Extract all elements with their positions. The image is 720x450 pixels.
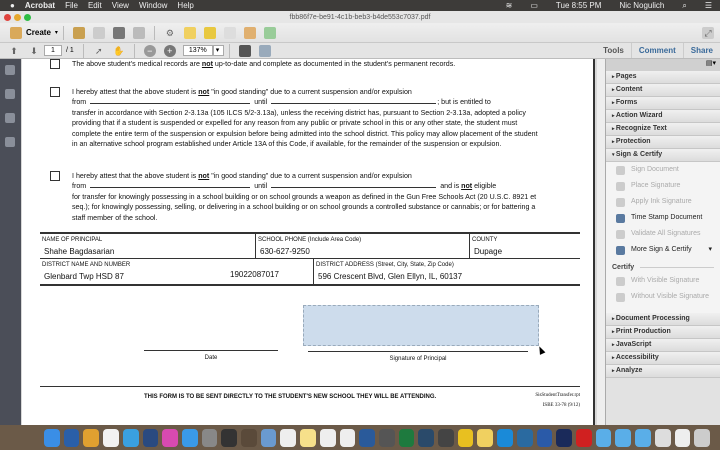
tool-more-sign-certify[interactable] (606, 242, 720, 258)
dock-icon-10[interactable] (221, 429, 237, 447)
tool-place-signature[interactable] (606, 178, 720, 194)
zoom-button[interactable] (24, 14, 31, 21)
window-title: fbb86f7e-be91-4c1b-beb3-b4de553c7037.pdf (289, 13, 431, 21)
menu-view[interactable]: View (111, 1, 129, 10)
without-visible-signature-icon (616, 293, 625, 302)
dock-icon-34[interactable] (694, 429, 710, 447)
dock-icon-15[interactable] (320, 429, 336, 447)
dock-icon-16[interactable] (340, 429, 356, 447)
pdf-page (22, 59, 595, 425)
dock-icon-26[interactable] (537, 429, 553, 447)
menu-window[interactable]: Window (138, 1, 168, 10)
checkbox[interactable] (50, 59, 60, 69)
dock-icon-29[interactable] (596, 429, 612, 447)
time-stamp-document-label: Time Stamp Document (631, 214, 703, 221)
dock-icon-9[interactable] (202, 429, 218, 447)
from-date-field[interactable] (90, 103, 250, 104)
county-field[interactable]: Dupage (474, 247, 503, 257)
section-javascript[interactable]: ▸ JavaScript (606, 339, 720, 352)
section-action-wizard[interactable]: ▸ Action Wizard (606, 110, 720, 123)
suspension-not-eligible-item: I hereby attest that the above student is not "in good standing" due to a current suspension and/or expulsion from until and is not eligible for transfer for knowingly possessing in a school building or on school grounds a weapon as defined in the Gun Free Schools Act (20 U.S.C. 8921 et seq.); for knowingly possessing, selling, or delivering in a school building or on school grounds a controlled substance or cannabis; or for battering a staff member of the school. (72, 171, 542, 223)
document-area (21, 59, 605, 425)
dock-icon-20[interactable] (418, 429, 434, 447)
search-icon[interactable]: ⌕ (682, 0, 687, 10)
section-pages[interactable]: ▸ Pages (606, 71, 720, 84)
vertical-scrollbar[interactable] (597, 59, 605, 425)
dock-icon-1[interactable] (44, 429, 60, 447)
tools-panel (605, 59, 720, 425)
time-stamp-document-icon (616, 214, 625, 223)
menu-edit[interactable]: Edit (87, 1, 102, 10)
navigation-pane (0, 59, 21, 425)
previous-page-icon[interactable]: ⬆ (10, 45, 18, 56)
principal-info-table: NAME OF PRINCIPAL Shahe Bagdasarian SCHOOL PHONE (Include Area Code) 630-627-9250 COUNTY Dupage DISTRICT NAME AND NUMBER Glenbard Twp HSD 87 19022087017 DISTRICT ADDRESS (Street, City, State, Zip Code) 596 Crescent Blvd, Glen Ellyn, IL, 60137 (40, 232, 580, 286)
with-visible-signature-icon (616, 277, 625, 286)
validate-all-signatures-label: Validate All Signatures (631, 230, 701, 237)
create-button[interactable]: Create (26, 28, 51, 37)
tab-share[interactable]: Share (683, 43, 720, 58)
fit-width-icon[interactable] (259, 45, 271, 57)
more-sign-certify-icon (616, 246, 625, 255)
pages-icon[interactable] (5, 65, 15, 75)
checkbox[interactable] (50, 171, 60, 181)
zoom-in-icon[interactable]: + (164, 45, 176, 57)
chevron-down-icon: ▾ (708, 246, 712, 253)
menu-acrobat[interactable]: Acrobat (24, 1, 56, 10)
tool-without-visible-signature[interactable] (606, 289, 720, 305)
tab-tools[interactable]: Tools (603, 46, 624, 55)
section-document-processing[interactable]: ▸ Document Processing (606, 313, 720, 326)
dock-icon-23[interactable] (477, 429, 493, 447)
more-sign-certify-label: More Sign & Certify (631, 246, 692, 253)
title-bar (0, 11, 720, 23)
tool-sign-document[interactable] (606, 162, 720, 178)
signatures-icon[interactable] (5, 137, 15, 147)
dock-icon-12[interactable] (261, 429, 277, 447)
with-visible-signature-label: With Visible Signature (631, 277, 700, 284)
without-visible-signature-label: Without Visible Signature (631, 293, 710, 300)
apply-ink-signature-label: Apply Ink Signature (631, 198, 692, 205)
checkbox[interactable] (50, 87, 60, 97)
dock-icon-17[interactable] (359, 429, 375, 447)
menu-file[interactable]: File (65, 1, 78, 10)
tool-time-stamp-document[interactable] (606, 210, 720, 226)
notifications-icon[interactable]: ☰ (704, 1, 712, 10)
dock-icon-7[interactable] (162, 429, 178, 447)
dock (40, 426, 710, 450)
from-date-field[interactable] (90, 187, 250, 188)
export-icon[interactable] (244, 27, 256, 39)
next-page-icon[interactable]: ⬇ (30, 45, 38, 56)
section-protection[interactable]: ▸ Protection (606, 136, 720, 149)
tool-apply-ink-signature[interactable] (606, 194, 720, 210)
dock-icon-19[interactable] (399, 429, 415, 447)
chevron-down-icon[interactable]: ▾ (54, 30, 58, 36)
dock-icon-28[interactable] (576, 429, 592, 447)
wifi-icon[interactable]: ≋ (505, 1, 513, 10)
dock-icon-14[interactable] (300, 429, 316, 447)
section-print-production[interactable]: ▸ Print Production (606, 326, 720, 339)
place-signature-icon (616, 182, 625, 191)
fullscreen-icon[interactable]: ⤢ (702, 27, 714, 39)
open-icon[interactable] (73, 27, 85, 39)
user-name[interactable]: Nic Nogulich (619, 1, 665, 10)
save-icon[interactable] (93, 27, 105, 39)
zoom-dropdown[interactable]: ▾ (213, 45, 224, 56)
certify-label: Certify (612, 264, 635, 271)
dock-icon-11[interactable] (241, 429, 257, 447)
page-number-input[interactable]: 1 (44, 45, 62, 56)
dock-icon-24[interactable] (497, 429, 513, 447)
district-number-field[interactable]: 19022087017 (230, 270, 279, 279)
select-icon[interactable]: ➚ (95, 45, 103, 56)
dock-icon-8[interactable] (182, 429, 198, 447)
district-address-field[interactable]: 596 Crescent Blvd, Glen Ellyn, IL, 60137 (318, 272, 463, 282)
share-file-icon[interactable] (264, 27, 276, 39)
dock-icon-18[interactable] (379, 429, 395, 447)
section-analyze[interactable]: ▸ Analyze (606, 365, 720, 378)
dock-icon-30[interactable] (615, 429, 631, 447)
dock-icon-21[interactable] (438, 429, 454, 447)
section-accessibility[interactable]: ▸ Accessibility (606, 352, 720, 365)
section-recognize-text[interactable]: ▸ Recognize Text (606, 123, 720, 136)
dock-icon-33[interactable] (675, 429, 691, 447)
dock-icon-6[interactable] (143, 429, 159, 447)
create-icon (10, 27, 22, 39)
navigation-toolbar (0, 43, 720, 59)
validate-all-signatures-icon (616, 230, 625, 239)
section-content[interactable]: ▸ Content (606, 84, 720, 97)
dock-icon-4[interactable] (103, 429, 119, 447)
until-date-field[interactable] (271, 103, 436, 104)
tool-with-visible-signature[interactable] (606, 273, 720, 289)
signature-field[interactable] (303, 305, 539, 346)
email-icon[interactable] (133, 27, 145, 39)
menu-help[interactable]: Help (177, 1, 194, 10)
apple-icon[interactable]: ● (10, 1, 15, 10)
menu-bar (0, 0, 720, 11)
sign-document-label: Sign Document (631, 166, 679, 173)
dock-icon-2[interactable] (64, 429, 80, 447)
minimize-button[interactable] (14, 14, 21, 21)
tool-validate-all-signatures[interactable] (606, 226, 720, 242)
close-button[interactable] (4, 14, 11, 21)
attachments-icon[interactable] (5, 113, 15, 123)
acrobat-window (0, 11, 720, 425)
main-toolbar (0, 23, 720, 43)
gear-icon[interactable]: ⚙ (165, 27, 174, 38)
dock-icon-31[interactable] (635, 429, 651, 447)
zoom-out-icon[interactable]: − (144, 45, 156, 57)
school-phone-field[interactable]: 630-627-9250 (260, 247, 310, 257)
signature-label: Signature of Principal (308, 351, 528, 364)
form-footer: THIS FORM IS TO BE SENT DIRECTLY TO THE STUDENT'S NEW SCHOOL THEY WILL BE ATTENDING. SisStudentTransfer.rpt ISBE 33-78 (9/12) (40, 386, 580, 402)
dock-icon-22[interactable] (458, 429, 474, 447)
date-label: Date (144, 350, 278, 363)
dock-icon-27[interactable] (556, 429, 572, 447)
page-total: / 1 (66, 47, 74, 54)
dock-icon-25[interactable] (517, 429, 533, 447)
place-signature-label: Place Signature (631, 182, 681, 189)
district-name-field[interactable]: Glenbard Twp HSD 87 (44, 272, 124, 282)
hand-icon[interactable]: ✋ (113, 45, 125, 56)
section-forms[interactable]: ▸ Forms (606, 97, 720, 110)
dock-icon-5[interactable] (123, 429, 139, 447)
medical-records-item: The above student's medical records are not up-to-date and complete as documented in the student's permanent records. (72, 59, 542, 69)
suspension-entitled-item: I hereby attest that the above student is not "in good standing" due to a current suspension and/or expulsion from until ; but is entitled to transfer in accordance with Section 2-3.13a (105 ILCS 5/2-3.13a), unless the receiving district has, pursuant to Section 2-3.13a, adopted a policy providing that if a student is suspended or expelled for any reason from any public or private school in this or any other state, the student must complete the entire term of the suspension or expulsion before being admitted into the school district. This policy may allow placement of the student in an alternative school program established under Article 13A of this Code, if available, for the remainder of the suspension or expulsion. (72, 87, 542, 149)
clock[interactable]: Tue 8:55 PM (555, 1, 602, 10)
fit-page-icon[interactable] (239, 45, 251, 57)
zoom-level-input[interactable]: 137% (183, 45, 213, 56)
highlight-icon[interactable] (204, 27, 216, 39)
print-icon[interactable] (113, 27, 125, 39)
apply-ink-signature-icon (616, 198, 625, 207)
section-sign-certify[interactable]: ▾ Sign & Certify (606, 149, 720, 162)
dock-icon-13[interactable] (280, 429, 296, 447)
bookmarks-icon[interactable] (5, 89, 15, 99)
sign-document-icon (616, 166, 625, 175)
document-icon[interactable] (224, 27, 236, 39)
dock-icon-3[interactable] (83, 429, 99, 447)
until-date-field[interactable] (271, 187, 436, 188)
dock-icon-32[interactable] (655, 429, 671, 447)
tab-comment[interactable]: Comment (631, 43, 683, 58)
principal-name-field[interactable]: Shahe Bagdasarian (44, 247, 115, 257)
comment-icon[interactable] (184, 27, 196, 39)
panel-options-icon[interactable]: ▤▾ (606, 59, 720, 71)
battery-icon[interactable]: ▭ (530, 1, 538, 10)
